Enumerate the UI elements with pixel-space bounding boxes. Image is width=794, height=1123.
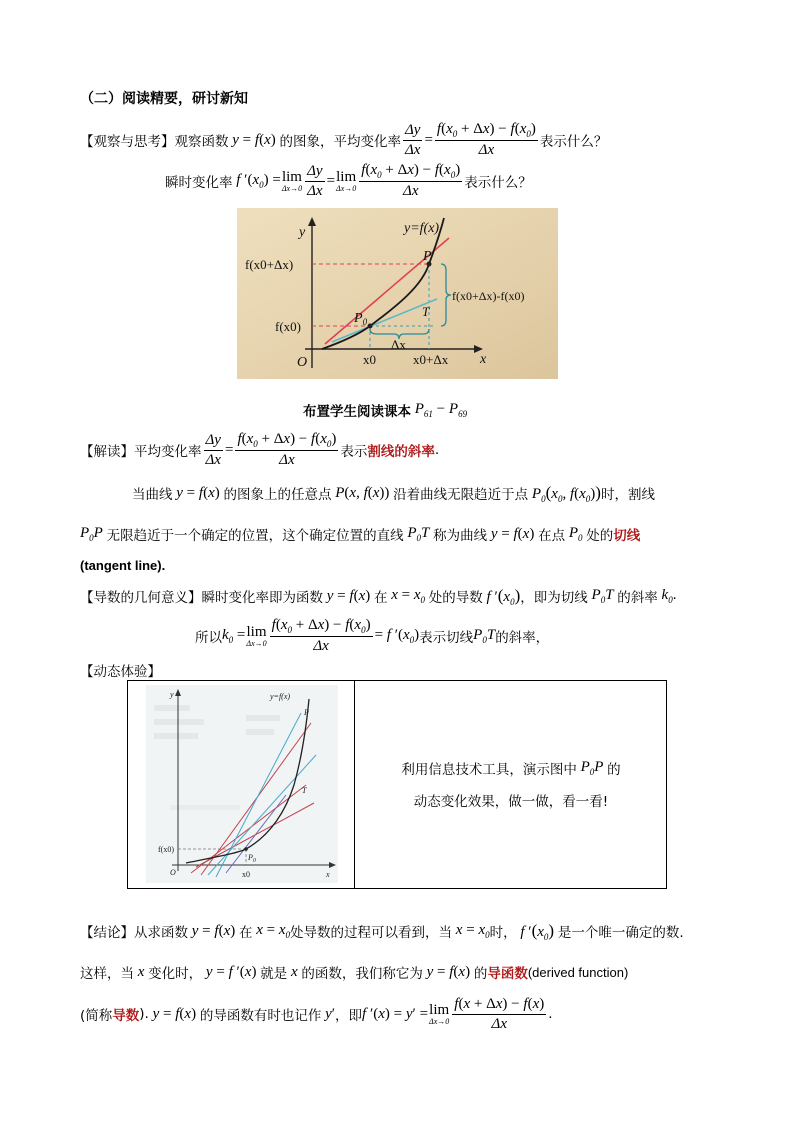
tangent-highlight: 切线: [613, 528, 641, 544]
dynamic-table: [127, 680, 667, 889]
geom-line-1: 【导数的几何意义】 瞬时变化率即为函数 y = f(x) 在 $x = x_0$ 处的导数 f $'(x_0)$ ，即为切线 $P_0T$ 的斜率 $k_0$.: [80, 585, 677, 607]
conclusion-line-2: 这样，当 x 变化时， y = f ′(x) 就是 x 的函数，我们称它为 y = f(x) 的 导函数 (derived function): [80, 963, 629, 982]
observe-line-2: 瞬时变化率 f $'(x_0)$ = lim Δx→0 $\frac{\Delta y}{\Delta x}$ = lim Δx→0 $\frac{f(x_0 + \Delta x) - f(x_0)}{\Delta x}$ 表示什么？: [165, 162, 532, 199]
section-heading: （二）阅读精要，研讨新知: [80, 91, 248, 107]
point-p-label: P: [423, 249, 432, 264]
label-fx0: f(x0): [275, 319, 301, 334]
label-x0dx: x0+Δx: [413, 352, 449, 367]
dyn-fx0-label: f(x0): [158, 845, 174, 854]
geom-label: 【导数的几何意义】: [80, 590, 202, 606]
conclusion-label: 【结论】: [80, 925, 134, 941]
dynamic-figure: [146, 685, 338, 883]
conclusion-line-3: (简称 导数 ). y = f(x) 的导函数有时也记作 y′ ，即 f ′(x) = y′ = lim Δx→0 $\frac{f(x + \Delta x) - f(x)}{\Delta x}$ .: [80, 995, 553, 1032]
dyn-p0-label: $P_0$: [248, 853, 256, 864]
secant-tangent-figure: [237, 208, 558, 379]
geom-line-2: 所以 $k_0$ = lim Δx→0 $\frac{f(x_0 + \Delta x) - f(x_0)}{\Delta x}$ = f $'(x_0)$ 表示切线 $P_0T$ 的斜率，: [195, 617, 550, 654]
conclusion-line-1: 【结论】 从求函数 y = f(x) 在 $x = x_0$ 处导数的过程可以看到，当 $x = x_0$ 时， f $'(x_0)$ 是一个唯一确定的数.: [80, 920, 684, 942]
dyn-x-label: x: [326, 870, 330, 879]
interpret-label: 【解读】: [80, 444, 134, 460]
assignment-line: 布置学生阅读课本 $P_{61} - P_{69}$: [303, 401, 468, 420]
label-fx0dx: f(x0+Δx): [245, 257, 294, 272]
dynamic-instruction: 利用信息技术工具，演示图中 $P_0P$ 的 动态变化效果，做一做，看一看!: [401, 759, 621, 810]
dyn-curve-label: y=f(x): [270, 692, 291, 701]
label-dx: Δx: [391, 337, 406, 352]
secant-slope-highlight: 割线的斜率: [367, 444, 435, 460]
label-x0: x0: [363, 352, 376, 367]
y-axis-label: y: [299, 225, 306, 240]
label-diff: f(x0+Δx)-f(x0): [452, 289, 525, 303]
interpret-line-2: 当曲线 y = f(x) 的图象上的任意点 P(x, f(x)) 沿着曲线无限趋近于点 $P_0(x_0$, $f(x_0)$) 时，割线: [132, 482, 655, 504]
dyn-origin-label: O: [170, 868, 176, 877]
point-t-label: T: [422, 304, 430, 319]
dyn-p-label: P: [304, 708, 309, 717]
dyn-x0-label: x0: [242, 870, 250, 879]
observe-label: 【观察与思考】: [80, 134, 175, 150]
origin-label: O: [297, 355, 308, 370]
point-p0-label: $P_0$: [354, 311, 368, 327]
curve-label: y=f(x): [404, 221, 440, 236]
x-axis-label: x: [480, 352, 487, 367]
derivative-highlight: 导数: [112, 1008, 140, 1024]
dynamic-label: 【动态体验】: [80, 664, 161, 680]
dyn-y-label: y: [170, 690, 174, 699]
observe-line-1: 【观察与思考】 观察函数 y = f(x) 的图象，平均变化率 $\frac{\Delta y}{\Delta x}$ = $\frac{f(x_0 + \Delta x) - f(x_0)}{\Delta x}$ 表示什么？: [80, 121, 608, 158]
derived-function-highlight: 导函数: [487, 966, 528, 982]
interpret-line-1: 【解读】 平均变化率 $\frac{\Delta y}{\Delta x}$ = $\frac{f(x_0 + \Delta x) - f(x_0)}{\Delta x}$ 表示 割线的斜率 .: [80, 431, 440, 468]
interpret-line-3: $P_0P$ 无限趋近于一个确定的位置，这个确定位置的直线 $P_0T$ 称为曲线 y = f(x) 在点 $P_0$ 处的 切线: [80, 525, 641, 544]
dyn-t-label: T: [302, 786, 307, 795]
interpret-line-4: (tangent line).: [80, 557, 166, 573]
